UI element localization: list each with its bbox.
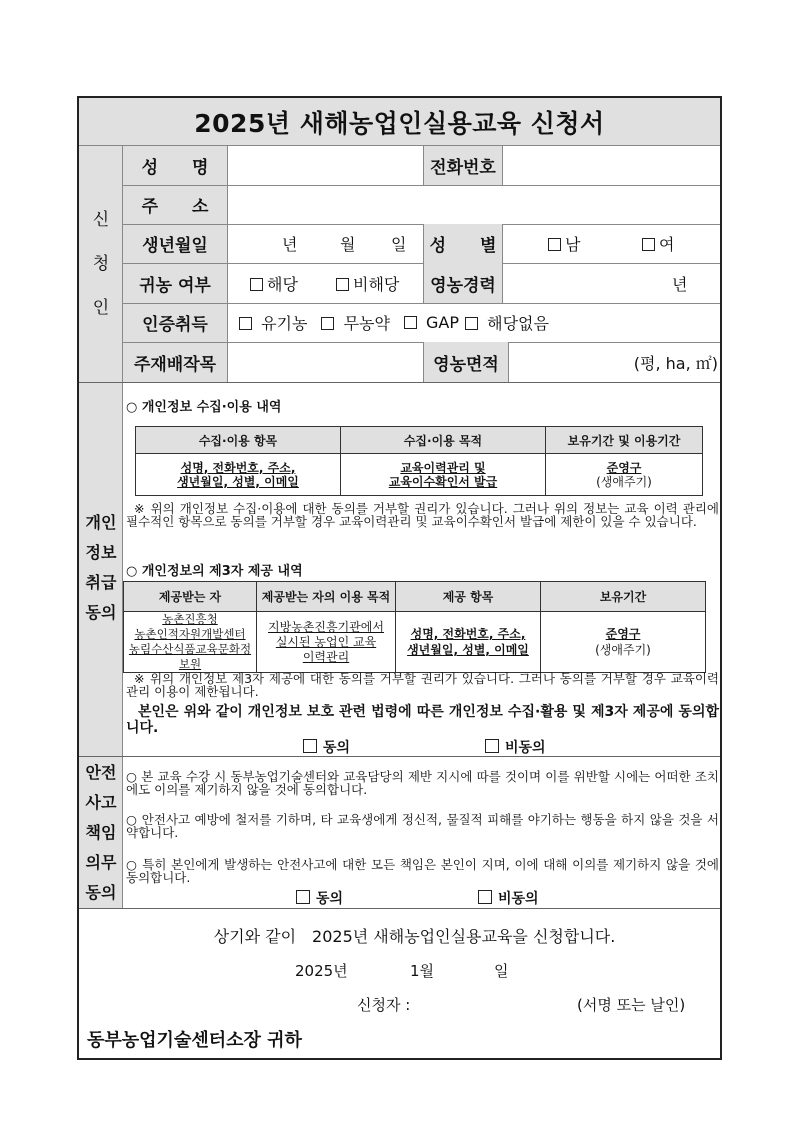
- third-header-recipient: 제공받는 자: [124, 582, 257, 612]
- recipient-1: 농촌진흥청: [162, 612, 218, 626]
- purpose-line2: 실시된 농업인 교육: [275, 634, 377, 649]
- application-form: [77, 96, 722, 1060]
- checkbox-icon[interactable]: [321, 317, 334, 330]
- farming-career-field[interactable]: [504, 263, 720, 303]
- collect-header-purpose: 수집·이용 목적: [341, 427, 546, 454]
- disagree-label: 비동의: [505, 740, 546, 756]
- privacy-section-label: [79, 503, 123, 633]
- third-header-period: 보유기간: [541, 582, 706, 612]
- option-label: 해당: [267, 274, 298, 294]
- recipient-3: 농림수산식품교육문화정보원: [128, 642, 252, 671]
- option-label: 여: [659, 235, 675, 254]
- applicant-section-label: [79, 146, 123, 382]
- collect-items-line2: 생년월일, 성별, 이메일: [177, 474, 299, 489]
- safety-agree-option[interactable]: [296, 888, 343, 908]
- farm-area-field[interactable]: [510, 342, 720, 382]
- label-char: 신: [92, 210, 110, 230]
- addressee: 동부농업기술센터소장 귀하: [87, 1030, 302, 1051]
- birth-field[interactable]: [228, 224, 423, 263]
- collect-purpose-line1: 교육이력관리 및: [400, 460, 486, 475]
- safety-item-1: ○ 본 교육 수강 시 동부농업기술센터와 교육담당의 제반 지시에 따를 것이며 이를 위반할 시에는 어떠한 조치에도 이의를 제기하지 않을 것에 동의합니다.: [126, 769, 719, 797]
- safety-item-2: ○ 안전사고 예방에 철저를 기하며, 타 교육생에게 정신적, 물질적 피해를 야기하는 행동을 하지 않을 것을 서약합니다.: [126, 812, 719, 840]
- address-field[interactable]: [228, 185, 720, 224]
- gender-female-option[interactable]: [642, 232, 674, 255]
- checkbox-icon[interactable]: [548, 238, 561, 251]
- checkbox-icon[interactable]: [478, 890, 492, 904]
- applicant-sign-field[interactable]: [439, 990, 569, 1012]
- checkbox-icon[interactable]: [296, 890, 310, 904]
- cert-pesticide-free-option[interactable]: [321, 311, 389, 334]
- collect-header-period: 보유기간 및 이용기간: [546, 427, 703, 454]
- label-line: 개인: [85, 513, 117, 532]
- return-farm-field: [228, 263, 423, 303]
- return-farm-yes-option[interactable]: [250, 272, 298, 295]
- date-month: 1월: [410, 962, 435, 980]
- option-label: 유기농: [261, 314, 308, 333]
- page-title: 2025년 새해농업인실용교육 신청서: [79, 98, 720, 146]
- label-char: 청: [92, 254, 110, 274]
- label-line: 동의: [85, 603, 117, 622]
- applicant-sign-label: 신청자 :: [357, 996, 411, 1014]
- date-year: 2025년: [295, 962, 348, 980]
- third-party-table: [123, 581, 706, 673]
- collect-heading: ○ 개인정보 수집·이용 내역: [126, 400, 282, 415]
- return-farm-label: 귀농 여부: [139, 275, 211, 296]
- agree-label: 동의: [323, 740, 351, 756]
- third-period-note: (생애주기): [595, 643, 651, 657]
- application-statement: 상기와 같이 2025년 새해농업인실용교육을 신청합니다.: [213, 927, 616, 946]
- birth-label: 생년월일: [142, 236, 208, 256]
- phone-field[interactable]: [504, 146, 720, 185]
- label-line: 동의: [85, 882, 117, 902]
- farming-career-label: 영농경력: [430, 275, 496, 296]
- checkbox-icon[interactable]: [303, 739, 317, 753]
- checkbox-icon[interactable]: [336, 278, 349, 291]
- collect-table: [135, 426, 703, 496]
- recipient-2: 농촌인적자원개발센터: [134, 627, 246, 641]
- safety-disagree-option[interactable]: [478, 888, 539, 908]
- collect-header-items: 수집·이용 항목: [136, 427, 341, 454]
- option-label: 비해당: [353, 274, 400, 294]
- option-label: 해당없음: [487, 314, 549, 333]
- label-line: 안전: [85, 762, 117, 782]
- cert-field: [239, 303, 719, 342]
- third-header-purpose: 제공받는 자의 이용 목적: [257, 582, 396, 612]
- cert-gap-option[interactable]: [404, 313, 459, 332]
- items-line1: 성명, 전화번호, 주소,: [410, 627, 526, 641]
- birth-day-unit: 일: [391, 235, 407, 254]
- label-line: 의무: [85, 852, 117, 872]
- cert-organic-option[interactable]: [239, 311, 307, 334]
- purpose-line1: 지방농촌진흥기관에서: [268, 619, 384, 634]
- checkbox-icon[interactable]: [465, 317, 478, 330]
- name-field[interactable]: [228, 146, 423, 185]
- items-line2: 생년월일, 성별, 이메일: [407, 643, 529, 657]
- third-party-note: ※ 위의 개인정보 제3자 제공에 대한 동의를 거부할 권리가 있습니다. 그러나 동의를 거부할 경우 교육이력관리 이용이 제한됩니다.: [126, 671, 719, 699]
- disagree-label: 비동의: [498, 891, 539, 907]
- option-label: GAP: [426, 313, 460, 332]
- cert-label: 인증취득: [142, 315, 208, 335]
- purpose-line3: 이력관리: [302, 649, 350, 664]
- option-label: 남: [565, 235, 581, 254]
- collect-purpose-line2: 교육이수확인서 발급: [388, 474, 498, 489]
- return-farm-no-option[interactable]: [336, 272, 399, 295]
- cert-none-option[interactable]: [465, 311, 549, 334]
- sign-hint: (서명 또는 날인): [577, 996, 686, 1014]
- safety-section-label: [79, 757, 123, 908]
- third-header-items: 제공 항목: [396, 582, 541, 612]
- checkbox-icon[interactable]: [485, 739, 499, 753]
- name-label: 성 명: [141, 158, 209, 178]
- main-crop-label: 주재배작목: [133, 354, 217, 375]
- date-day: 일: [494, 962, 509, 980]
- gender-label: 성 별: [429, 236, 497, 256]
- area-unit: (평, ha, ㎡): [633, 353, 718, 373]
- collect-items-line1: 성명, 전화번호, 주소,: [180, 460, 296, 475]
- address-label: 주 소: [141, 197, 209, 217]
- gender-field: [504, 224, 720, 263]
- checkbox-icon[interactable]: [239, 317, 252, 330]
- consent-statement: 본인은 위와 같이 개인정보 보호 관련 법령에 따른 개인정보 수집·활용 및 제3자 제공에 동의합니다.: [126, 704, 719, 736]
- label-char: 인: [92, 298, 110, 318]
- third-party-heading: ○ 개인정보의 제3자 제공 내역: [126, 564, 303, 579]
- collect-note: ※ 위의 개인정보 수집·이용에 대한 동의를 거부할 권리가 있습니다. 그러나 위의 정보는 교육 이력 관리에 필수적인 항목으로 동의를 거부할 경우 교육이력관리 및 교육이수확인서 발급에 제한이 있을 수 있습니다.: [126, 501, 719, 529]
- label-line: 취급: [85, 573, 117, 592]
- checkbox-icon[interactable]: [642, 238, 655, 251]
- gender-male-option[interactable]: [548, 232, 580, 255]
- farm-area-label: 영농면적: [433, 354, 499, 375]
- birth-month-unit: 월: [340, 235, 356, 254]
- collect-period-note: (생애주기): [596, 474, 652, 489]
- third-period: 준영구: [605, 627, 641, 641]
- privacy-agree-option[interactable]: [303, 737, 350, 757]
- agree-label: 동의: [316, 891, 344, 907]
- label-line: 책임: [85, 822, 117, 842]
- option-label: 무농약: [343, 314, 390, 333]
- main-crop-field[interactable]: [228, 342, 423, 382]
- safety-item-3: ○ 특히 본인에게 발생하는 안전사고에 대한 모든 책임은 본인이 지며, 이에 대해 이의를 제기하지 않을 것에 동의합니다.: [126, 857, 719, 885]
- checkbox-icon[interactable]: [250, 278, 263, 291]
- privacy-disagree-option[interactable]: [485, 737, 546, 757]
- birth-year-unit: 년: [282, 235, 298, 254]
- checkbox-icon[interactable]: [404, 316, 417, 329]
- collect-period: 준영구: [606, 460, 642, 475]
- career-unit: 년: [672, 274, 688, 294]
- label-line: 사고: [85, 792, 117, 812]
- phone-label: 전화번호: [430, 158, 496, 178]
- label-line: 정보: [85, 543, 117, 562]
